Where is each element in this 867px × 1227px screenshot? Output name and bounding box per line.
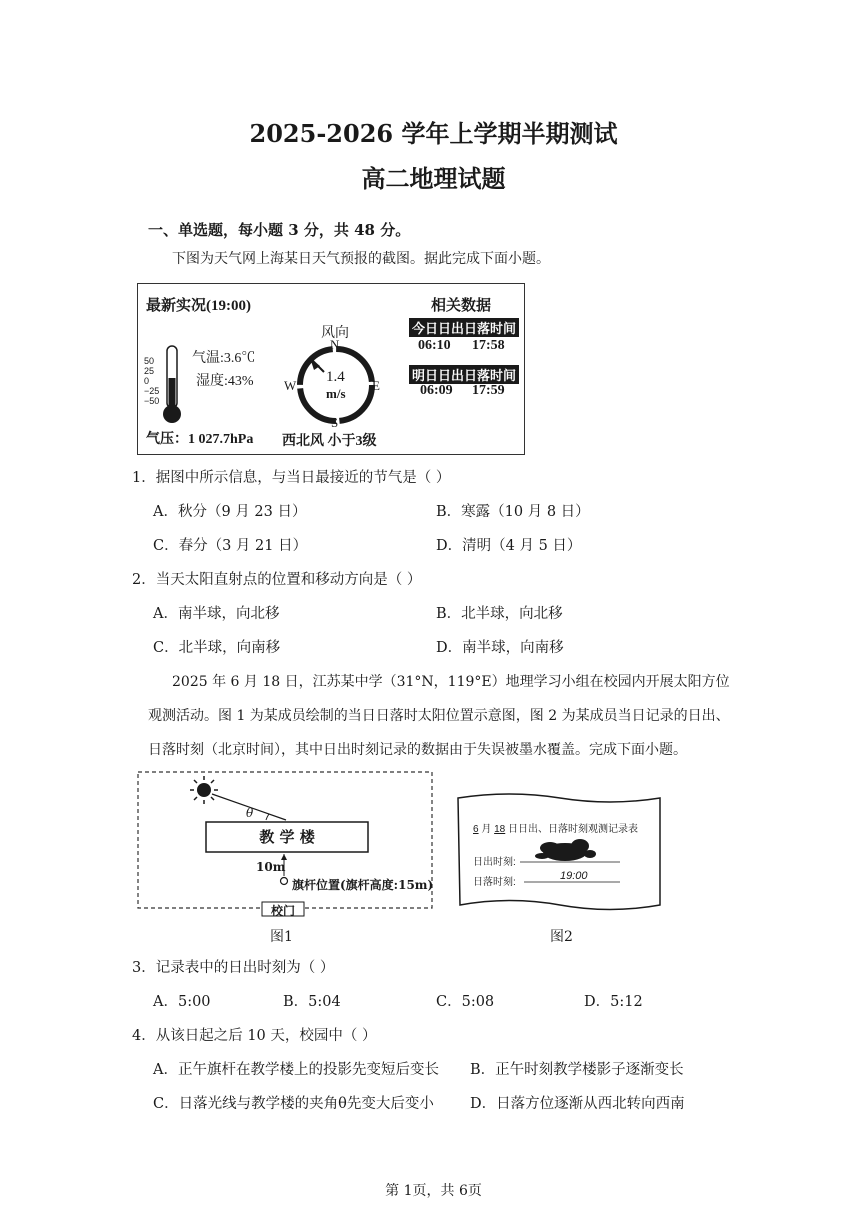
figure-1-caption: 图1: [270, 929, 293, 945]
q1-stem: 1．据图中所示信息，与当日最接近的节气是（ ）: [132, 470, 451, 486]
q2-option-a[interactable]: A．南半球，向北移: [153, 606, 280, 622]
today-sunset: 17:58: [472, 338, 505, 353]
humidity: 湿度:43%: [196, 374, 254, 389]
compass-s: S: [331, 415, 339, 430]
temperature: 气温:3.6℃: [192, 351, 256, 366]
compass-w: W: [284, 378, 297, 393]
q1-option-c[interactable]: C．春分（3 月 21 日）: [153, 538, 308, 554]
q2-stem: 2．当天太阳直射点的位置和移动方向是（ ）: [132, 572, 422, 588]
q3-option-c[interactable]: C．5:08: [436, 994, 495, 1010]
q1-option-d[interactable]: D．清明（4 月 5 日）: [436, 538, 582, 554]
q1-option-b[interactable]: B．寒露（10 月 8 日）: [436, 504, 590, 520]
teaching-building: 教 学 楼: [259, 828, 315, 846]
tomorrow-sunset: 17:59: [472, 383, 505, 398]
today-sun-label: 今日日出日落时间: [409, 318, 519, 337]
q4-option-d[interactable]: D．日落方位逐渐从西北转向西南: [470, 1096, 685, 1112]
figure-2-caption: 图2: [550, 929, 573, 945]
q3-option-d[interactable]: D．5:12: [584, 994, 643, 1010]
thermo-scale: 50 25 0 −25 −50: [144, 356, 160, 406]
q1-option-a[interactable]: A．秋分（9 月 23 日）: [153, 504, 307, 520]
sunrise-label: 日出时刻:: [473, 857, 516, 868]
compass-n: N: [330, 337, 340, 352]
q3-option-b[interactable]: B．5:04: [283, 994, 341, 1010]
compass-e: E: [372, 378, 380, 393]
wind-text: 西北风 小于3级: [282, 434, 377, 449]
q4-option-b[interactable]: B．正午时刻教学楼影子逐渐变长: [470, 1062, 684, 1078]
sun-icon: [190, 776, 218, 804]
q4-option-a[interactable]: A．正午旗杆在教学楼上的投影先变短后变长: [153, 1062, 439, 1078]
q4-stem: 4．从该日起之后 10 天，校园中（ ）: [132, 1028, 377, 1044]
sunset-label: 日落时刻:: [473, 877, 516, 888]
exam-subtitle: 高二地理试题: [361, 164, 506, 193]
today-sunrise: 06:10: [418, 338, 451, 353]
q2-option-b[interactable]: B．北半球，向北移: [436, 606, 563, 622]
page-footer: 第 1页，共 6页: [385, 1183, 482, 1199]
q4-option-c[interactable]: C．日落光线与教学楼的夹角θ先变大后变小: [153, 1096, 434, 1112]
q2-option-c[interactable]: C．北半球，向南移: [153, 640, 281, 656]
wind-speed: 1.4: [326, 369, 345, 385]
sunset-value: 19:00: [560, 870, 588, 882]
q2-option-d[interactable]: D．南半球，向南移: [436, 640, 564, 656]
distance-label: 10m: [256, 860, 286, 874]
q3-stem: 3．记录表中的日出时刻为（ ）: [132, 960, 335, 976]
section-heading: 一、单选题，每小题 3 分，共 48 分。: [148, 221, 411, 239]
flagpole-label: 旗杆位置(旗杆高度:15m): [292, 878, 434, 892]
passage-line-3: 日落时刻（北京时间），其中日出时刻记录的数据由于失误被墨水覆盖。完成下面小题。: [148, 742, 687, 758]
intro-text: 下图为天气网上海某日天气预报的截图。据此完成下面小题。: [172, 251, 550, 267]
related-data-heading: 相关数据: [431, 298, 492, 314]
tomorrow-sunrise: 06:09: [420, 383, 453, 398]
passage-line-1: 2025 年 6 月 18 日，江苏某中学（31°N，119°E）地理学习小组在校园内开展太阳方位: [172, 674, 730, 690]
wind-direction-label: 风向: [321, 326, 349, 341]
theta-label: θ: [246, 806, 254, 820]
q3-option-a[interactable]: A．5:00: [153, 994, 211, 1010]
latest-label: 最新实况(19:00): [146, 298, 251, 314]
school-gate: 校门: [270, 904, 295, 918]
tomorrow-sun-label: 明日日出日落时间: [409, 365, 519, 384]
pressure: 气压：1 027.7hPa: [146, 432, 254, 447]
exam-title: 2025-2026 学年上学期半期测试: [249, 119, 618, 148]
wind-unit: m/s: [326, 386, 346, 401]
record-header: 6 月 18 日日出、日落时刻观测记录表: [473, 824, 639, 835]
passage-line-2: 观测活动。图 1 为某成员绘制的当日日落时太阳位置示意图，图 2 为某成员当日记录的日出、: [148, 708, 730, 724]
